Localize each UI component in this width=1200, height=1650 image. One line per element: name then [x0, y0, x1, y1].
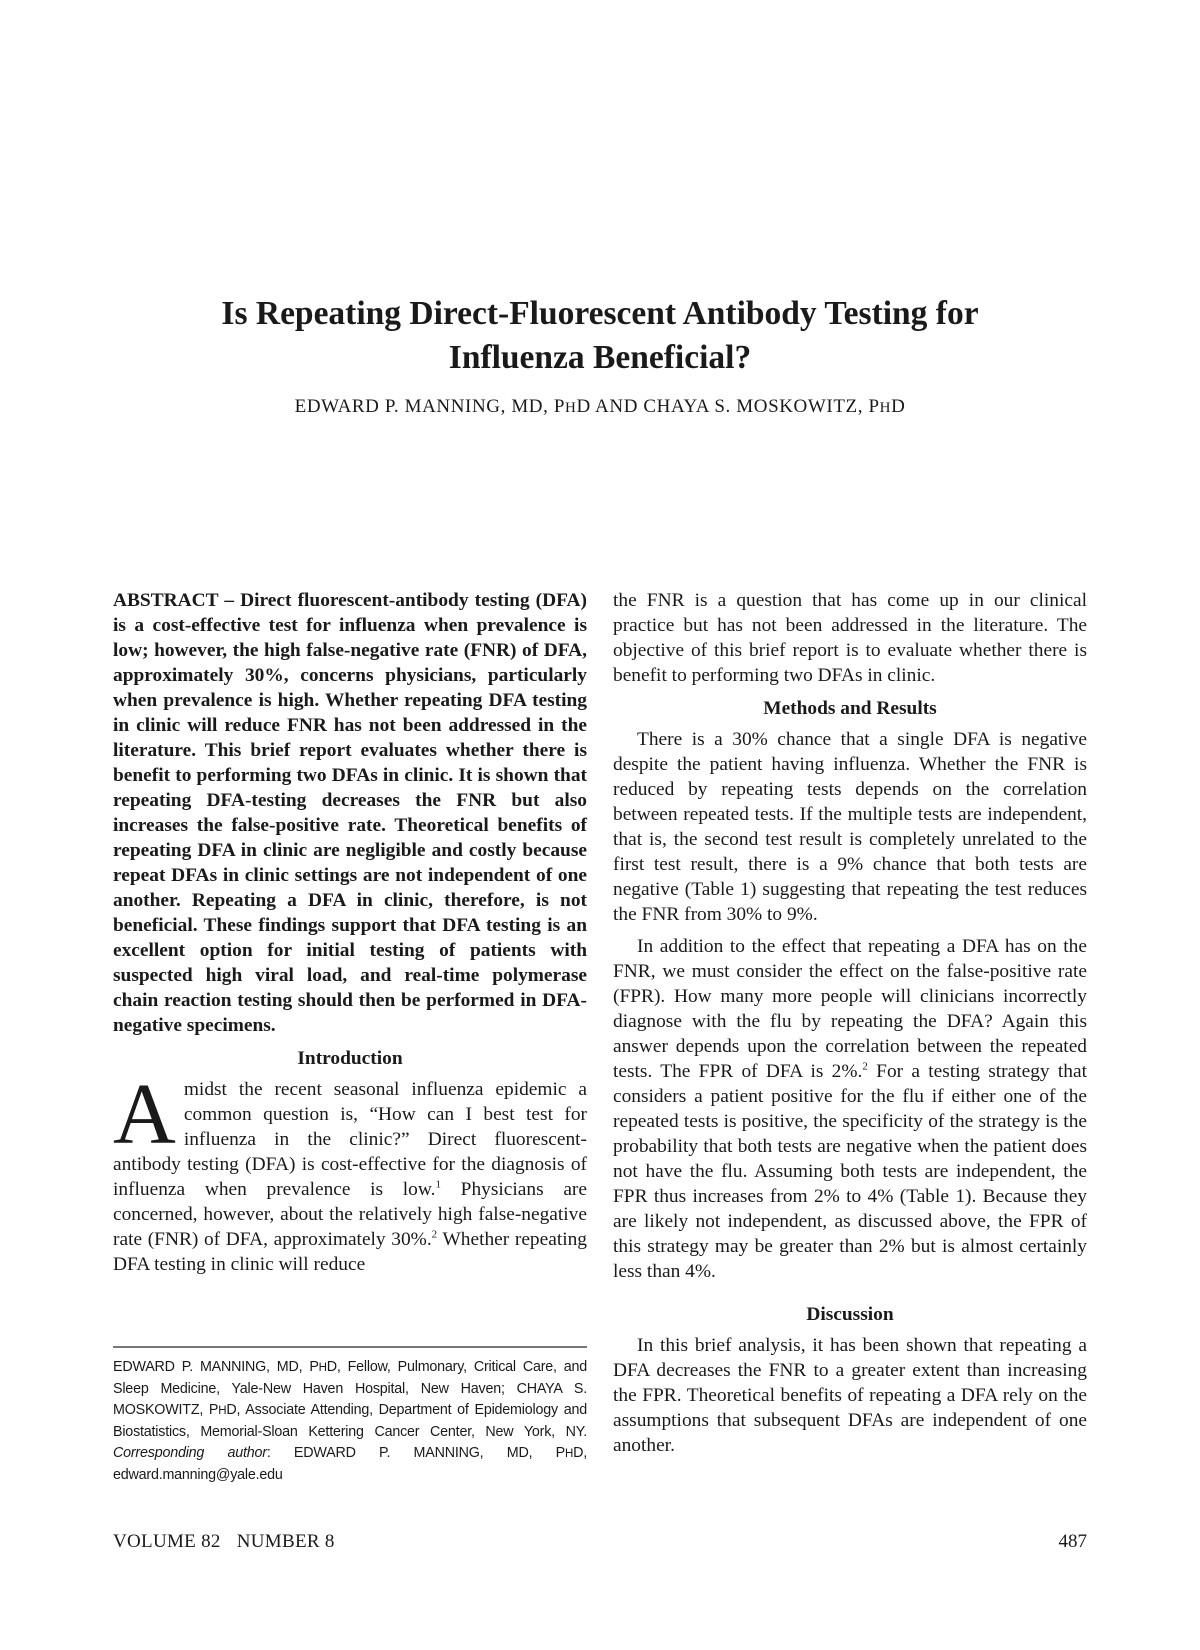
page-number: 487: [1058, 1531, 1087, 1552]
number-label: NUMBER 8: [236, 1531, 335, 1552]
footnote-text-1: EDWARD P. MANNING, MD, P: [113, 1359, 319, 1375]
drop-cap: A: [113, 1065, 176, 1162]
author-text-2: D AND CHAYA S. MOSKOWITZ, P: [576, 396, 880, 417]
author-degree-smallcaps-1: H: [565, 400, 577, 416]
introduction-continued: the FNR is a question that has come up in our clinical practice but has not been addressed in the literature. The objective of this brief report is to evaluate whether there is benefit to performing two DFAs in clinic.: [613, 590, 1087, 686]
author-affiliation-footnote: [113, 1357, 587, 1486]
author-line: [150, 396, 1050, 418]
reference-marker: 2: [862, 1060, 868, 1073]
footnote-text-2: D, Fellow, Pulmonary, Critical Care, and Sleep Medicine, Yale-New Haven Hospital, New Haven; CHAYA S. MOSKOWITZ, P: [113, 1359, 587, 1418]
footnote-text-4: : EDWARD P. MANNING, MD, P: [266, 1445, 565, 1461]
methods-text-2b: For a testing strategy that considers a patient positive for the flu if either one of the repeated tests is positive, the specificity of the strategy is the probability that both tests are negative when the patient does not have the flu. Assuming both tests are independent, the FPR thus increases from 2% to 4% (Table 1). Because they are likely not independent, as discussed above, the FPR of this strategy may be greater than 2% but is almost certainly less than 4%.: [613, 1061, 1087, 1282]
reference-marker: 2: [431, 1228, 438, 1241]
reference-marker: 1: [435, 1178, 441, 1191]
discussion-paragraph-1: In this brief analysis, it has been shown that repeating a DFA decreases the FNR to a greater extent than increasing the FPR. Theoretical benefits of repeating a DFA rely on the assumptions that subsequent DFAs are independent of one another.: [613, 1335, 1087, 1456]
corresponding-author-label: Corresponding author: [113, 1445, 267, 1461]
author-text-1: EDWARD P. MANNING, MD, P: [294, 396, 565, 417]
volume-label: VOLUME 82: [113, 1531, 221, 1552]
author-degree-smallcaps-2: H: [879, 400, 892, 416]
methods-paragraph-1: There is a 30% chance that a single DFA is negative despite the patient having influenza. Whether the FNR is reduced by repeating tests depends on the correlation between repeated tests. If the multiple tests are independent, that is, the second test result is completely unrelated to the first test result, there is a 9% chance that both tests are negative (Table 1) suggesting that repeating the test reduces the FNR from 30% to 9%.: [613, 729, 1087, 925]
intro-text-2: Physicians are concerned, however, about the relatively high false-negative rate (FNR) of DFA, approximately 30%.: [113, 1179, 587, 1250]
methods-text-2a: In addition to the effect that repeating a DFA has on the FNR, we must consider the effect on the false-positive rate (FPR). How many more people will clinicians incorrectly diagnose with the flu by repeating the DFA? Again this answer depends upon the correlation between the repeated tests. The FPR of DFA is 2%.: [613, 936, 1087, 1082]
introduction-heading: Introduction: [297, 1048, 403, 1069]
methods-heading: Methods and Results: [763, 698, 937, 719]
journal-issue-info: [113, 1531, 335, 1553]
footnote-text-3: D, Associate Attending, Department of Epidemiology and Biostatistics, Memorial-Sloan Kettering Cancer Center, New York, NY.: [113, 1402, 587, 1440]
footnote-smallcaps-3: H: [564, 1448, 574, 1460]
abstract: ABSTRACT – Direct fluorescent-antibody testing (DFA) is a cost-effective test for influenza when prevalence is low; however, the high false-negative rate (FNR) of DFA, approximately 30%, concerns physicians, particularly when prevalence is high. Whether repeating DFA testing in clinic will reduce FNR has not been addressed in the literature. This brief report evaluates whether there is benefit to performing two DFAs in clinic. It is shown that repeating DFA-testing decreases the FNR but also increases the false-positive rate. Theoretical benefits of repeating DFA in clinic are negligible and costly because repeat DFAs in clinic settings are not independent of one another. Repeating a DFA in clinic, therefore, is not beneficial. These findings support that DFA testing is an excellent option for initial testing of patients with suspected high viral load, and real-time polymerase chain reaction testing should then be performed in DFA-negative specimens.: [113, 590, 587, 1036]
intro-text-3: Whether repeating DFA testing in clinic will reduce: [113, 1229, 588, 1275]
footnote-divider: [113, 1346, 587, 1348]
intro-text-1: midst the recent seasonal influenza epidemic a common question is, “How can I best test for influenza in the clinic?” Direct fluorescent-antibody testing (DFA) is cost-effective for the diagnosis of influenza when prevalence is low.: [113, 1079, 587, 1200]
footnote-email-text: D, edward.manning@yale.edu: [113, 1445, 587, 1483]
article-title: Is Repeating Direct-Fluorescent Antibody Testing for Influenza Beneficial?: [221, 295, 979, 376]
footnote-smallcaps-2: H: [218, 1405, 227, 1417]
introduction-paragraph: [113, 1065, 588, 1277]
discussion-heading: Discussion: [806, 1304, 894, 1325]
author-text-3: D: [891, 396, 906, 417]
left-column: [113, 588, 587, 1277]
right-column: [613, 588, 1087, 1458]
footnote-smallcaps-1: H: [318, 1362, 327, 1374]
methods-paragraph-2: [613, 934, 1087, 1284]
